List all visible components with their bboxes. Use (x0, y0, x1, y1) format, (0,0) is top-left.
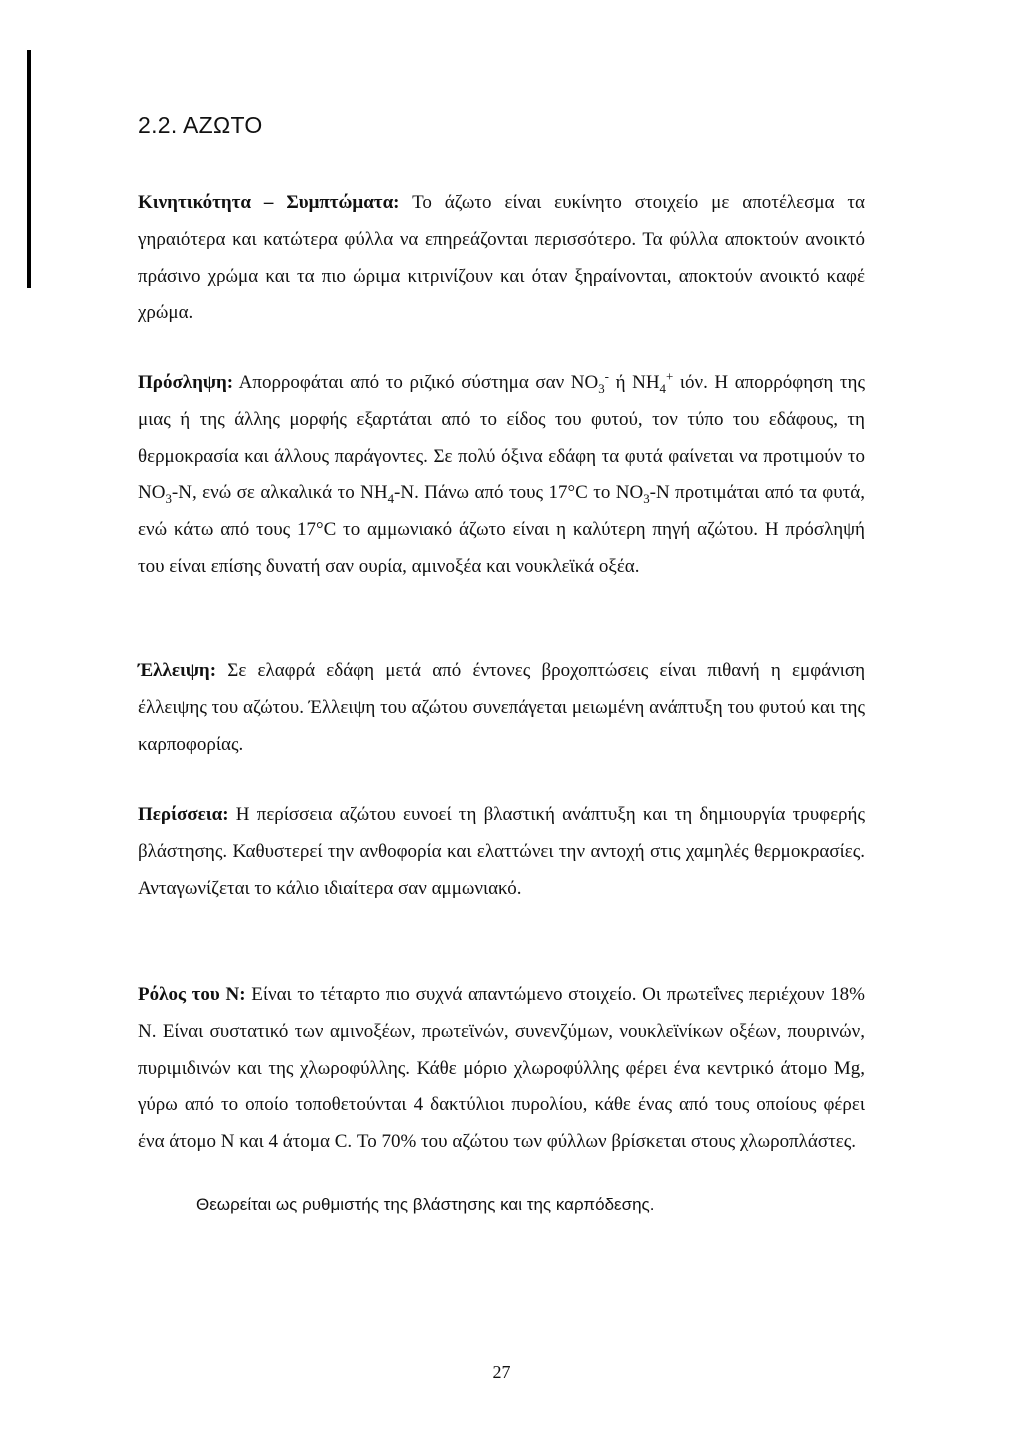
text-role: Είναι το τέταρτο πιο συχνά απαντώμενο στοιχείο. Οι πρωτεΐνες περιέχουν 18% N. Είναι συστατικό των αμινοξέων, πρωτεϊνών, συνενζύμων, νουκλεϊνίκων οξέων, πουρινών, πυριμιδινών και της χλωροφύλλης. Κάθε μόριο χλωροφύλλης φέρει ένα κεντρικό άτομο Mg, γύρω από το οποίο τοποθετούνται 4 δακτύλιοι πυρολίου, κάθε ένας από τους οποίους φέρει ένα άτομο N και 4 άτομα C. Το 70% του αζώτου των φύλλων βρίσκεται στους χλωροπλάστες. (138, 984, 866, 1153)
text-uptake-3: ιόν. Η απορρόφηση της μιας ή της άλλης μορφής εξαρτάται από το είδος του φυτού, τον τύπο του εδάφους, τη θερμοκρασία και άλλους παράγοντες. Σε πολύ όξινα εδάφη τα φυτά φαίνεται να προτιμούν το NO (138, 372, 866, 504)
page-number: 27 (492, 1362, 511, 1382)
text-uptake-6: -N προτιμάται από τα φυτά, ενώ κάτω από τους 17°C το αμμωνιακό άζωτο είναι η καλύτερη πηγή αζώτου. Η πρόσληψή του είναι επίσης δυνατή σαν ουρία, αμινοξέα και νουκλεϊκά οξέα. (138, 482, 865, 577)
subscript: 4 (387, 491, 395, 507)
text-deficiency: Σε ελαφρά εδάφη μετά από έντονες βροχοπτώσεις είναι πιθανή η εμφάνιση έλλειψης του αζώτου. Έλλειψη του αζώτου συνεπάγεται μειωμένη ανάπτυξη του φυτού και της καρποφορίας. (138, 660, 866, 755)
text-uptake-4: -N, ενώ σε αλκαλικά το NH (171, 482, 388, 504)
superscript: - (604, 368, 609, 384)
label-mobility: Κινητικότητα – Συμπτώματα: (138, 192, 400, 213)
paragraph-mobility (138, 185, 865, 332)
paragraph-deficiency (138, 653, 865, 763)
label-deficiency: Έλλειψη: (138, 660, 217, 681)
subscript: 3 (643, 491, 650, 507)
paragraph-role (138, 977, 865, 1161)
text-excess: Η περίσσεια αζώτου ευνοεί τη βλαστική ανάπτυξη και τη δημιουργία τρυφερής βλάστησης. Καθυστερεί την ανθοφορία και ελαττώνει την αντοχή στις χαμηλές θερμοκρασίες. Ανταγωνίζεται το κάλιο ιδιαίτερα σαν αμμωνιακό. (138, 804, 866, 899)
label-excess: Περίσσεια: (138, 804, 229, 825)
closing-line: Θεωρείται ως ρυθμιστής της βλάστησης και της καρπόδεσης. (196, 1195, 655, 1214)
subscript: 3 (165, 491, 172, 507)
text-uptake-2: ή NH (608, 372, 660, 393)
text-uptake-1: Απορροφάται από το ριζικό σύστημα σαν NO (238, 372, 599, 393)
paragraph-excess (138, 797, 865, 907)
label-role: Ρόλος του N: (138, 984, 246, 1005)
subscript: 3 (598, 380, 605, 396)
section-heading: 2.2. ΑΖΩΤΟ (138, 112, 263, 138)
scan-edge-mark (27, 50, 31, 288)
text-uptake-5: -N. Πάνω από τους 17°C το NO (394, 482, 644, 504)
superscript: + (666, 368, 674, 384)
subscript: 4 (659, 380, 666, 396)
text-mobility: Το άζωτο είναι ευκίνητο στοιχείο με αποτέλεσμα τα γηραιότερα και κατώτερα φύλλα να επηρεάζονται περισσότερο. Τα φύλλα αποκτούν ανοικτό πράσινο χρώμα και τα πιο ώριμα κιτρινίζουν και όταν ξηραίνονται, αποκτούν ανοικτό καφέ χρώμα. (138, 192, 865, 324)
paragraph-uptake (138, 365, 865, 586)
label-uptake: Πρόσληψη: (138, 372, 234, 393)
